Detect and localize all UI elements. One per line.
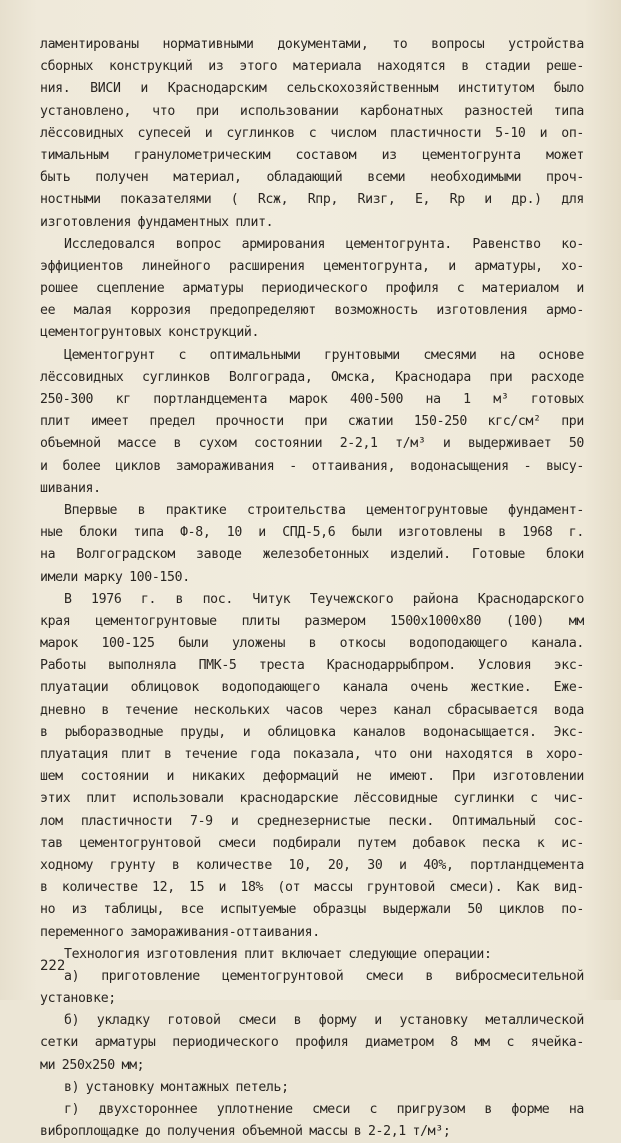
text-line: б) укладку готовой смеси в форму и установку металлической (64, 1013, 584, 1029)
text-line: лёссовидных супесей и суглинков с числом пластичности 5-10 и оп- (40, 125, 584, 141)
text-line: установлено, что при использовании карбонатных разностей типа (40, 103, 584, 119)
text-line: тав цементогрунтовой смеси подбирали путем добавок песка к ис- (40, 835, 584, 851)
text-line: имели марку 100-150. (40, 569, 190, 585)
text-line: установке; (40, 991, 116, 1007)
text-line: Впервые в практике строительства цементогрунтовые фундамент- (64, 502, 584, 518)
text-line: ностными показателями ( Rсж, Rпр, Rизг, E, Rр и др.) для (40, 192, 584, 208)
text-line: плит имеет предел прочности при сжатии 150-250 кгс/см² при (40, 414, 584, 430)
text-line: плуатации облицовок водоподающего канала очень жесткие. Еже- (40, 680, 584, 696)
text-line: Технология изготовления плит включает следующие операции: (64, 946, 492, 962)
text-line: ее малая коррозия предопределяют возможность изготовления армо- (40, 303, 584, 319)
text-line: объемной массе в сухом состоянии 2-2,1 т/м³ и выдерживает 50 (40, 436, 584, 452)
text-line: изготовления фундаментных плит. (40, 214, 274, 230)
text-line: шивания. (40, 480, 101, 496)
text-line: сборных конструкций из этого материала находятся в стадии реше- (40, 59, 584, 75)
text-line: переменного замораживания-оттаивания. (40, 924, 320, 940)
text-line: г) двухстороннее уплотнение смеси с пригрузом в форме на (64, 1102, 584, 1117)
text-line: шем состоянии и никаких деформаций не имеют. При изготовлении (40, 769, 584, 785)
text-line: рошее сцепление арматуры периодического профиля с материалом и (40, 281, 584, 297)
text-line: Цементогрунт с оптимальными грунтовыми смесями на основе (64, 347, 584, 363)
page-number: 222 (40, 958, 66, 974)
text-line: лом пластичности 7-9 и среднезернистые пески. Оптимальный сос- (40, 813, 584, 829)
text-line: ламентированы нормативными документами, то вопросы устройства (40, 37, 584, 52)
text-line: ми 250x250 мм; (40, 1057, 145, 1073)
text-line: ния. ВИСИ и Краснодарским сельскохозяйственным институтом было (40, 81, 584, 97)
text-line: и более циклов замораживания - оттаивания, водонасыщения - высу- (40, 458, 584, 474)
text-line: но из таблицы, все испытуемые образцы выдержали 50 циклов по- (40, 902, 584, 918)
text-line: плуатация плит в течение года показала, что они находятся в хоро- (40, 747, 584, 762)
text-line: в рыборазводные пруды, и облицовка каналов водонасыщается. Экс- (40, 724, 584, 740)
text-line: ходному грунту в количестве 10, 20, 30 и 40%, портландцемента (40, 857, 584, 873)
text-line: быть получен материал, обладающий всеми необходимыми проч- (40, 170, 584, 186)
text-line: цементогрунтовых конструкций. (40, 325, 260, 341)
text-line: этих плит использовали краснодарские лёссовидные суглинки с чис- (40, 791, 584, 807)
text-line: края цементогрунтовые плиты размером 1500x1000x80 (100) мм (40, 613, 584, 629)
text-line: В 1976 г. в пос. Читук Теучежского района Краснодарского (64, 591, 584, 607)
text-line: в) установку монтажных петель; (64, 1079, 289, 1095)
text-line: на Волгоградском заводе железобетонных изделий. Готовые блоки (40, 547, 584, 563)
text-line: дневно в течение нескольких часов через канал сбрасывается вода (40, 702, 584, 718)
text-line: а) приготовление цементогрунтовой смеси в вибросмесительной (64, 968, 584, 984)
text-line: ные блоки типа Ф-8, 10 и СПД-5,6 были изготовлены в 1968 г. (40, 525, 584, 541)
text-line: 250-300 кг портландцемента марок 400-500 на 1 м³ готовых (40, 392, 584, 407)
text-line: сетки арматуры периодического профиля диаметром 8 мм с ячейка- (40, 1035, 584, 1051)
text-line: виброплощадке до получения объемной массы в 2-2,1 т/м³; (40, 1124, 451, 1140)
text-line: лёссовидных суглинков Волгограда, Омска, Краснодара при расходе (40, 369, 584, 385)
text-line: марок 100-125 были уложены в откосы водоподающего канала. (40, 636, 584, 652)
text-line: в количестве 12, 15 и 18% (от массы грунтовой смеси). Как вид- (40, 880, 584, 896)
text-line: тимальным гранулометрическим составом из цементогрунта может (40, 147, 584, 163)
body-text (40, 34, 584, 1143)
text-line: Исследовался вопрос армирования цементогрунта. Равенство ко- (64, 236, 584, 252)
text-line: эффициентов линейного расширения цементогрунта, и арматуры, хо- (40, 258, 584, 274)
text-line: Работы выполняла ПМК-5 треста Краснодаррыбпром. Условия экс- (40, 658, 584, 674)
